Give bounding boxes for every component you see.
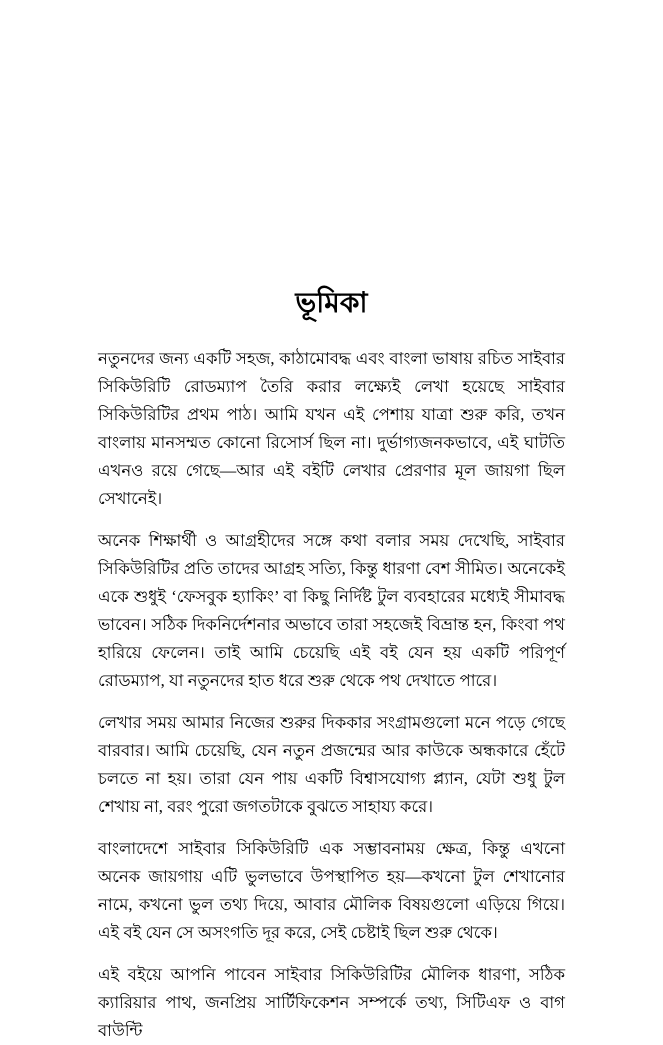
document-page bbox=[98, 0, 565, 1040]
body-text-block bbox=[98, 345, 565, 1045]
paragraph-3: লেখার সময় আমার নিজের শুরুর দিককার সংগ্রামগুলো মনে পড়ে গেছে বারবার। আমি চেয়েছি, যেন নতুন প্রজন্মের আর কাউকে অন্ধকারে হেঁটে চলতে না হয়। তারা যেন পায় একটি বিশ্বাসযোগ্য প্ল্যান, যেটা শুধু টুল শেখায় না, বরং পুরো জগতটাকে বুঝতে সাহায্য করে। bbox=[98, 713, 565, 816]
paragraph-2: অনেক শিক্ষার্থী ও আগ্রহীদের সঙ্গে কথা বলার সময় দেখেছি, সাইবার সিকিউরিটির প্রতি তাদের আগ্রহ সত্যি, কিন্তু ধারণা বেশ সীমিত। অনেকেই একে শুধুই ‘ফেসবুক হ্যাকিং’ বা কিছু নির্দিষ্ট টুল ব্যবহারের মধ্যেই সীমাবদ্ধ ভাবেন। সঠিক দিকনির্দেশনার অভাবে তারা সহজেই বিভ্রান্ত হন, কিংবা পথ হারিয়ে ফেলেন। তাই আমি চেয়েছি এই বই যেন হয় একটি পরিপূর্ণ রোডম্যাপ, যা নতুনদের হাত ধরে শুরু থেকে পথ দেখাতে পারে। bbox=[98, 531, 565, 690]
paragraph-4: বাংলাদেশে সাইবার সিকিউরিটি এক সম্ভাবনাময় ক্ষেত্র, কিন্তু এখনো অনেক জায়গায় এটি ভুলভাবে উপস্থাপিত হয়—কখনো টুল শেখানোর নামে, কখনো ভুল তথ্য দিয়ে, আবার মৌলিক বিষয়গুলো এড়িয়ে গিয়ে। এই বই যেন সে অসংগতি দূর করে, সেই চেষ্টাই ছিল শুরু থেকে। bbox=[98, 839, 565, 942]
paragraph-5: এই বইয়ে আপনি পাবেন সাইবার সিকিউরিটির মৌলিক ধারণা, সঠিক ক্যারিয়ার পাথ, জনপ্রিয় সার্টিফিকেশন সম্পর্কে তথ্য, সিটিএফ ও বাগ বাউন্টি bbox=[98, 965, 565, 1040]
page-title: ভূমিকা bbox=[295, 288, 368, 319]
paragraph-1: নতুনদের জন্য একটি সহজ, কাঠামোবদ্ধ এবং বাংলা ভাষায় রচিত সাইবার সিকিউরিটি রোডম্যাপ তৈরি করার লক্ষ্যেই লেখা হয়েছে সাইবার সিকিউরিটির প্রথম পাঠ। আমি যখন এই পেশায় যাত্রা শুরু করি, তখন বাংলায় মানসম্মত কোনো রিসোর্স ছিল না। দুর্ভাগ্যজনকভাবে, এই ঘাটতি এখনও রয়ে গেছে—আর এই বইটি লেখার প্রেরণার মূল জায়গা ছিল সেখানেই। bbox=[98, 349, 565, 508]
